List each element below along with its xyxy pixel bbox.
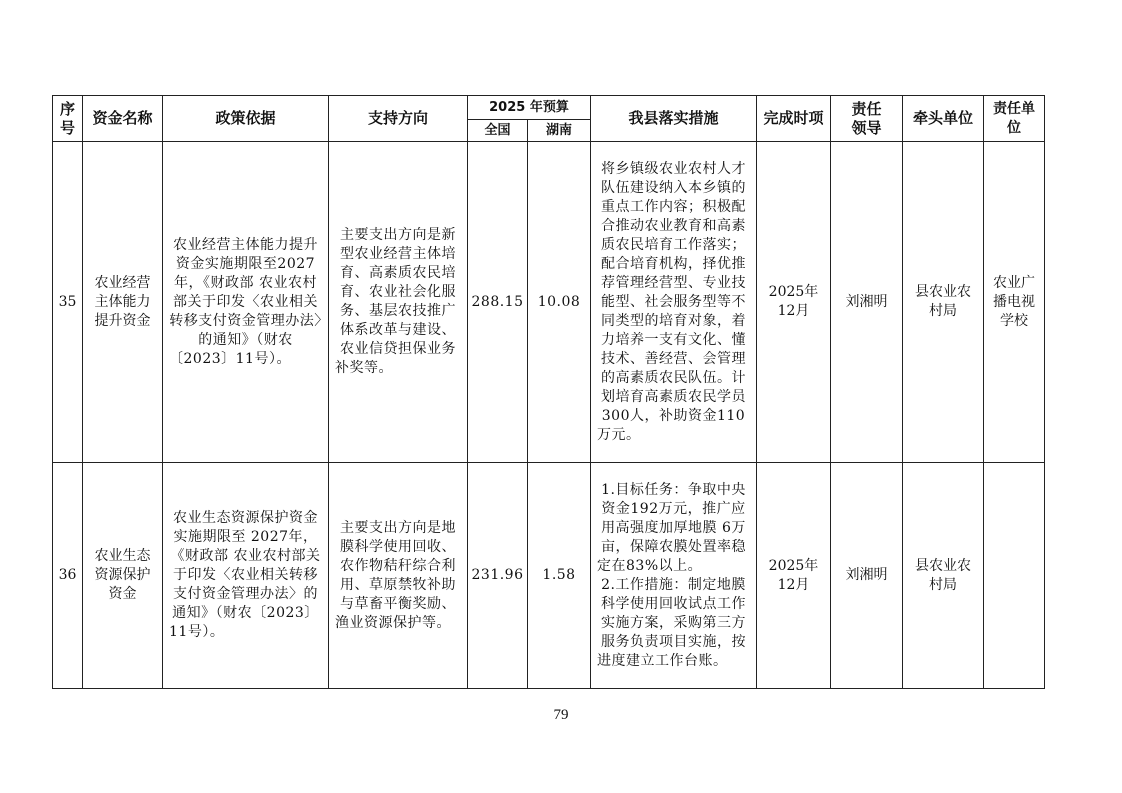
row-lead-unit: 县农业农村局 bbox=[903, 463, 984, 689]
header-local-measures: 我县落实措施 bbox=[591, 96, 757, 142]
table-row bbox=[53, 142, 1045, 463]
header-completion-time: 完成时项 bbox=[757, 96, 831, 142]
row-fund-name: 农业经营主体能力提升资金 bbox=[83, 142, 163, 463]
row-budget-national: 288.15 bbox=[468, 142, 528, 463]
row-policy-basis: 农业经营主体能力提升资金实施期限至2027年，《财政部 农业农村部关于印发〈农业相关转移支付资金管理办法〉的通知》（财农〔2023〕11号）。 bbox=[163, 142, 329, 463]
header-budget-group: 2025 年预算 bbox=[468, 96, 591, 120]
header-responsible-unit: 责任单位 bbox=[984, 96, 1045, 142]
row-support-direction: 主要支出方向是地膜科学使用回收、农作物秸秆综合利用、草原禁牧补助与草畜平衡奖励、渔业资源保护等。 bbox=[329, 463, 468, 689]
row-responsible-unit: 农业广播电视学校 bbox=[984, 142, 1045, 463]
header-lead-unit: 牵头单位 bbox=[903, 96, 984, 142]
header-budget-hunan: 湖南 bbox=[528, 120, 591, 142]
row-budget-national: 231.96 bbox=[468, 463, 528, 689]
row-completion-time: 2025年12月 bbox=[757, 142, 831, 463]
row-seq: 36 bbox=[53, 463, 83, 689]
row-lead-unit: 县农业农村局 bbox=[903, 142, 984, 463]
header-support-direction: 支持方向 bbox=[329, 96, 468, 142]
header-policy-basis: 政策依据 bbox=[163, 96, 329, 142]
row-budget-hunan: 1.58 bbox=[528, 463, 591, 689]
row-responsible-unit bbox=[984, 463, 1045, 689]
row-leader: 刘湘明 bbox=[831, 142, 903, 463]
header-seq: 序号 bbox=[53, 96, 83, 142]
header-row-top bbox=[53, 96, 1045, 120]
header-leader: 责任领导 bbox=[831, 96, 903, 142]
row-leader: 刘湘明 bbox=[831, 463, 903, 689]
row-local-measures: 将乡镇级农业农村人才队伍建设纳入本乡镇的重点工作内容；积极配合推动农业教育和高素质农民培育工作落实；配合培育机构，择优推荐管理经营型、专业技能型、社会服务型等不同类型的培育对象，着力培养一支有文化、懂技术、善经营、会管理的高素质农民队伍。计划培育高素质农民学员300人，补助资金110万元。 bbox=[591, 142, 757, 463]
row-seq: 35 bbox=[53, 142, 83, 463]
row-local-measures: 1.目标任务：争取中央资金192万元，推广应用高强度加厚地膜 6万亩，保障农膜处置率稳定在83%以上。 2.工作措施：制定地膜科学使用回收试点工作实施方案，采购第三方服务负责项目实施，按进度建立工作台账。 bbox=[591, 463, 757, 689]
policy-table bbox=[52, 95, 1045, 689]
row-completion-time: 2025年12月 bbox=[757, 463, 831, 689]
header-fund-name: 资金名称 bbox=[83, 96, 163, 142]
row-budget-hunan: 10.08 bbox=[528, 142, 591, 463]
row-support-direction: 主要支出方向是新型农业经营主体培育、高素质农民培育、农业社会化服务、基层农技推广体系改革与建设、农业信贷担保业务补奖等。 bbox=[329, 142, 468, 463]
row-policy-basis: 农业生态资源保护资金实施期限至 2027年，《财政部 农业农村部关于印发〈农业相关转移支付资金管理办法〉的通知》（财农〔2023〕11号）。 bbox=[163, 463, 329, 689]
row-fund-name: 农业生态资源保护资金 bbox=[83, 463, 163, 689]
table-row bbox=[53, 463, 1045, 689]
header-budget-national: 全国 bbox=[468, 120, 528, 142]
page-number: 79 bbox=[553, 707, 569, 723]
